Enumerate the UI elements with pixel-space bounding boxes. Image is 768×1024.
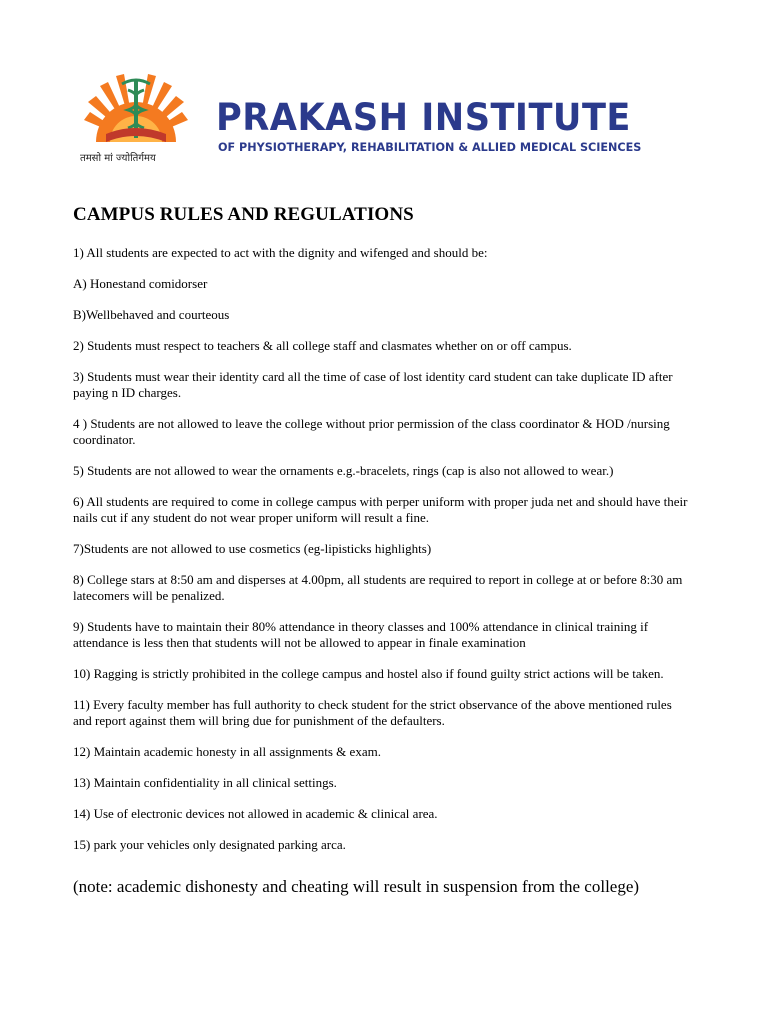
rule-15: 15) park your vehicles only designated parking arca. [73, 837, 346, 852]
rule-10: 10) Ragging is strictly prohibited in the college campus and hostel also if found guilty strict actions will be taken. [73, 666, 664, 681]
rule-13: 13) Maintain confidentiality in all clinical settings. [73, 775, 337, 790]
rule-9: 9) Students have to maintain their 80% attendance in theory classes and 100% attendance in clinical training if attendance is less then that students will not be allowed to appear in finale examination [73, 619, 649, 650]
rule-6: 6) All students are required to come in college campus with perper uniform with proper juda net and should have their nails cut if any student do not wear proper uniform will result a fine. [73, 494, 688, 525]
rule-1a: A) Honestand comidorser [73, 276, 208, 291]
rule-4: 4 ) Students are not allowed to leave the college without prior permission of the class coordinator & HOD /nursing coordinator. [73, 416, 670, 447]
rule-11: 11) Every faculty member has full authority to check student for the strict observance of the above mentioned rules and report against them will bring due for punishment of the defaulters. [73, 697, 672, 728]
rules-list [73, 245, 693, 868]
institute-subtitle: OF PHYSIOTHERAPY, REHABILITATION & ALLIED MEDICAL SCIENCES [218, 141, 642, 154]
rule-1b: B)Wellbehaved and courteous [73, 307, 230, 322]
rule-8: 8) College stars at 8:50 am and disperses at 4.00pm, all students are required to report in college at or before 8:30 am latecomers will be penalized. [73, 572, 683, 603]
page-title: CAMPUS RULES AND REGULATIONS [73, 204, 414, 225]
rule-3: 3) Students must wear their identity card all the time of case of lost identity card student can take duplicate ID after paying n ID charges. [73, 369, 673, 400]
rule-1: 1) All students are expected to act with the dignity and wifenged and should be: [73, 245, 488, 260]
rule-2: 2) Students must respect to teachers & all college staff and clasmates whether on or off campus. [73, 338, 572, 353]
rule-5: 5) Students are not allowed to wear the ornaments e.g.-bracelets, rings (cap is also not allowed to wear.) [73, 463, 614, 478]
logo-motto: तमसो मां ज्योतिर्गमय [80, 153, 156, 164]
institute-name: PRAKASH INSTITUTE [216, 96, 631, 139]
footnote: (note: academic dishonesty and cheating will result in suspension from the college) [73, 877, 640, 896]
rule-12: 12) Maintain academic honesty in all assignments & exam. [73, 744, 381, 759]
sun-caduceus-logo-icon [76, 72, 196, 152]
rule-14: 14) Use of electronic devices not allowed in academic & clinical area. [73, 806, 438, 821]
rule-7: 7)Students are not allowed to use cosmetics (eg-lipisticks highlights) [73, 541, 432, 556]
